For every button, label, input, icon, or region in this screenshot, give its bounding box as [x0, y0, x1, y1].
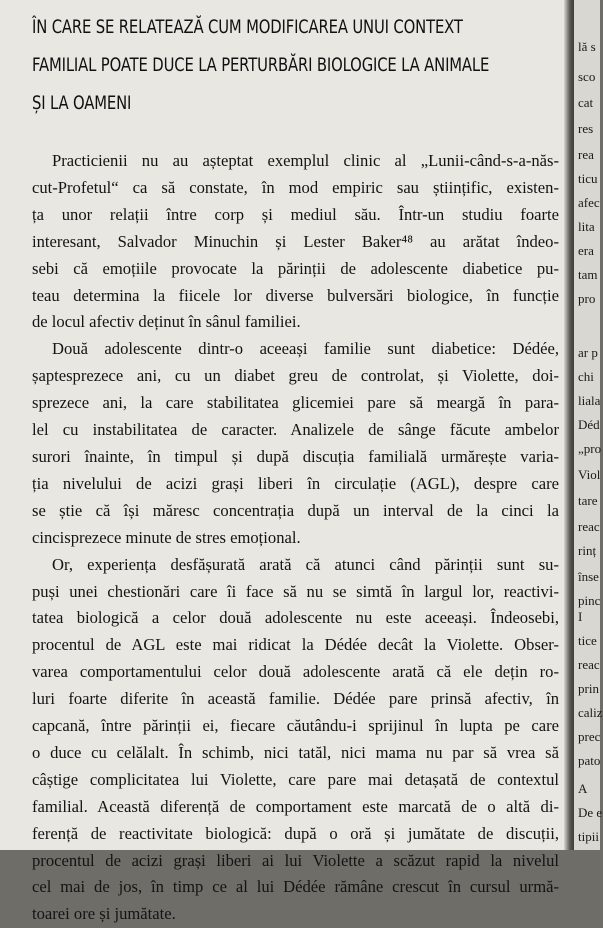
heading-line: FAMILIAL POATE DUCE LA PERTURBĂRI BIOLOGICE LA ANIMALE [32, 54, 490, 76]
text-line: câștige complicitatea lui Violette, care pare mai detașată de contextul [32, 769, 559, 789]
next-page-fragment: res [578, 121, 594, 136]
next-page-fragment: lă s [578, 39, 596, 54]
text-line: Două adolescente dintr-o aceeași familie sunt diabetice: Dédée, [52, 339, 559, 359]
text-line: familial. Această diferență de comportament este marcată de o altă di- [32, 796, 559, 816]
text-line: capcană, între părinții ei, fiecare căutându-i sprijinul în lupta pe care [32, 716, 559, 736]
next-page-fragment: „pro [578, 441, 602, 456]
next-page-fragment: De e [578, 805, 603, 820]
text-line: cut-Profetul“ ca să constate, în mod empiric sau științific, existen- [32, 177, 559, 197]
text-line: cel mai de jos, în timp ce al lui Dédée rămâne crescut în cursul urmă- [32, 877, 559, 897]
text-line: procentul de AGL este mai ridicat la Dédée decât la Violette. Obser- [32, 635, 559, 655]
text-line: varea comportamentului celor două adolescente arată că ele dețin ro- [32, 662, 559, 682]
next-page-fragment: prec [578, 729, 601, 744]
next-page-fragment: prin [578, 681, 599, 696]
next-page-fragment: reac [578, 519, 600, 534]
next-page-fragment: Déd [578, 417, 600, 432]
next-page-fragment: liala [578, 393, 601, 408]
text-line: de locul afectiv deținut în sânul familiei. [32, 312, 301, 332]
next-page-fragment: Viol [578, 467, 601, 482]
next-page-fragment: reac [578, 657, 600, 672]
text-line: puși unei chestionări care îi face să nu se simtă în largul lor, reactivi- [32, 581, 559, 601]
next-page-fragment: pinc [578, 593, 601, 608]
book-gutter [564, 0, 574, 850]
next-page-fragment: rea [578, 147, 594, 162]
next-page-fragment: lita [578, 219, 595, 234]
next-page-fragment: cat [578, 95, 594, 110]
next-page-fragment: ar p [578, 345, 598, 360]
next-page-fragment: A [578, 781, 588, 796]
heading-line: ȘI LA OAMENI [32, 92, 132, 114]
text-line: sprezece ani, la care stabilitatea glicemiei pare să meargă în para- [32, 393, 559, 413]
text-line: procentul de acizi grași liberi ai lui Violette a scăzut rapid la nivelul [32, 850, 559, 870]
next-page-fragment: sco [578, 69, 596, 84]
body-text [32, 148, 559, 928]
text-line: se știe că își măresc concentrația după un interval de la cinci la [32, 500, 559, 520]
text-line: interesant, Salvador Minuchin și Lester Baker⁴⁸ au arătat îndeo- [32, 231, 559, 251]
next-page-fragment: tare [578, 493, 598, 508]
next-page-edge [574, 0, 603, 850]
text-line: surori înainte, în timpul și după discuția familială urmărește varia- [32, 446, 559, 466]
text-line: ția nivelului de acizi grași liberi în circulație (AGL), despre care [32, 473, 559, 493]
next-page-fragment: pro [578, 291, 596, 306]
text-line: toarei ore și jumătate. [32, 904, 176, 924]
next-page-fragment: ticu [578, 171, 598, 186]
next-page-fragment: afec [578, 195, 600, 210]
text-line: ța unor relații între corp și mediul său. Într-un studiu foarte [32, 204, 559, 224]
next-page-fragment: tice [578, 633, 597, 648]
next-page-fragment: înse [578, 569, 599, 584]
text-line: tatea biologică a celor două adolescente nu este aceeași. Îndeosebi, [32, 608, 559, 628]
heading-line: ÎN CARE SE RELATEAZĂ CUM MODIFICAREA UNUI CONTEXT [32, 16, 463, 38]
next-page-fragment: caliz [578, 705, 603, 720]
next-page-fragment: era [578, 243, 594, 258]
text-line: teau determina la fiicele lor diverse bulversări biologice, în funcție [32, 285, 559, 305]
next-page-fragment: I [578, 609, 583, 624]
text-line: o duce cu celălalt. În schimb, nici tatăl, nici mama nu par să vrea să [32, 742, 559, 762]
text-line: șaptesprezece ani, cu un diabet greu de controlat, și Violette, doi- [32, 366, 559, 386]
text-line: ferență de reactivitate biologică: după o oră și jumătate de discuții, [32, 823, 559, 843]
next-page-fragment: rinț [578, 543, 597, 558]
next-page-fragment: tipii [578, 829, 599, 844]
next-page-fragment: pato [578, 753, 601, 768]
section-heading [32, 8, 555, 122]
text-line: cincisprezece minute de stres emoțional. [32, 527, 301, 547]
text-line: Practicienii nu au așteptat exemplul clinic al „Lunii-când-s-a-năs- [52, 151, 559, 170]
text-line: sebi că emoțiile provocate la părinții de adolescente diabetice pu- [32, 258, 559, 278]
text-line: lel cu instabilitatea de caracter. Analizele de sânge făcute ambelor [32, 420, 559, 440]
next-page-fragment: tam [578, 267, 598, 282]
text-line: Or, experiența desfășurată arată că atunci când părinții sunt su- [52, 554, 559, 574]
next-page-fragment: chi [578, 369, 594, 384]
text-line: luri foarte diferite în această familie. Dédée pare prinsă afectiv, în [32, 689, 559, 709]
